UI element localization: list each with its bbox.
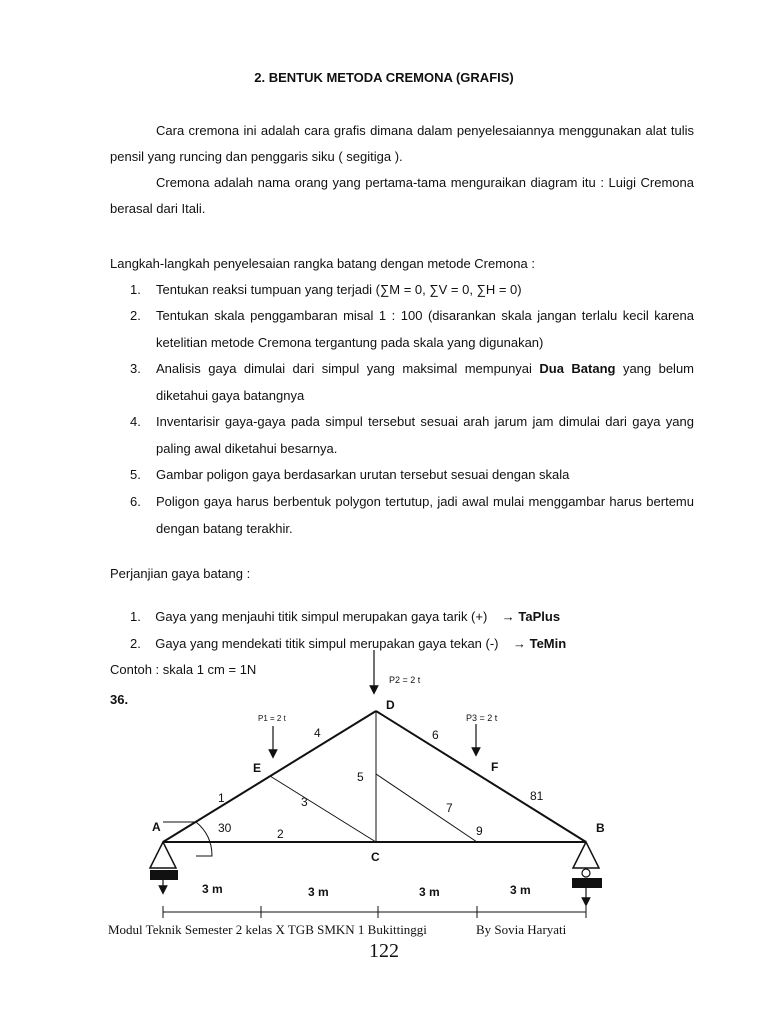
example-scale: Contoh : skala 1 cm = 1N: [110, 662, 257, 677]
section-heading: 2. BENTUK METODA CREMONA (GRAFIS): [254, 70, 514, 85]
member-label-81: 81: [530, 789, 544, 803]
node-label-b: B: [596, 821, 605, 835]
intro-paragraph-2: Cremona adalah nama orang yang pertama-tama menguraikan diagram itu : Luigi Cremona berasal dari Itali.: [110, 175, 694, 216]
member-label-9: 9: [476, 824, 483, 838]
roller-support-b: [572, 842, 602, 902]
member-right-top-chord: [376, 711, 586, 842]
angle-label: 30: [218, 821, 232, 835]
load-label-p1: P1 = 2 t: [258, 714, 286, 723]
member-label-6: 6: [432, 728, 439, 742]
convention-item: 2. Gaya yang mendekati titik simpul merupakan gaya tekan (-) → TeMin: [130, 636, 567, 651]
load-label-p3: P3 = 2 t: [466, 713, 498, 723]
node-label-a: A: [152, 820, 161, 834]
node-label-d: D: [386, 698, 395, 712]
member-label-1: 1: [218, 791, 225, 805]
span-label: 3 m: [419, 885, 440, 899]
convention-item: 1. Gaya yang menjauhi titik simpul merupakan gaya tarik (+) → TaPlus: [130, 609, 561, 624]
convention-heading: Perjanjian gaya batang :: [110, 566, 251, 581]
span-label: 3 m: [202, 882, 223, 896]
problem-number: 36.: [110, 692, 129, 707]
node-label-c: C: [371, 850, 380, 864]
truss-diagram: [0, 640, 768, 920]
steps-heading: Langkah-langkah penyelesaian rangka batang dengan metode Cremona :: [110, 256, 535, 271]
member-diagonal-left: [270, 776, 376, 842]
member-label-5: 5: [357, 770, 364, 784]
member-label-4: 4: [314, 726, 321, 740]
span-label: 3 m: [510, 883, 531, 897]
load-label-p2: P2 = 2 t: [389, 675, 421, 685]
member-label-3: 3: [301, 795, 308, 809]
member-label-2: 2: [277, 827, 284, 841]
footer-author: By Sovia Haryati: [476, 922, 567, 937]
member-label-7: 7: [446, 801, 453, 815]
page-number: 122: [369, 940, 399, 962]
arrow-right-icon: →: [501, 609, 515, 624]
arrow-right-icon: →: [512, 636, 526, 651]
intro-paragraph-1: Cara cremona ini adalah cara grafis dimana dalam penyelesaiannya menggunakan alat tulis pensil yang runcing dan penggaris siku ( segitiga ).: [110, 123, 694, 164]
member-diagonal-right: [376, 774, 477, 842]
node-label-f: F: [491, 760, 499, 774]
node-label-e: E: [253, 761, 262, 775]
pin-support-a: [150, 842, 178, 890]
footer-module: Modul Teknik Semester 2 kelas X TGB SMKN 1 Bukittinggi: [108, 922, 427, 937]
span-label: 3 m: [308, 885, 329, 899]
